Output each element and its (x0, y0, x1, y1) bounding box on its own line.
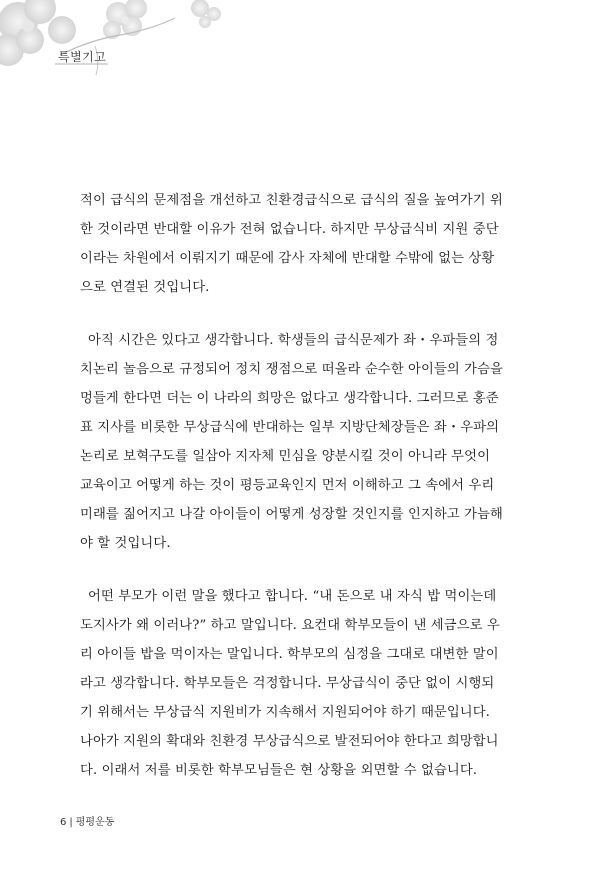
footer-separator: | (69, 817, 73, 828)
page-number: 6 (60, 817, 67, 828)
text-line: 라고 생각합니다. 학부모들은 걱정합니다. 무상급식이 중단 없이 시행되 (80, 676, 495, 691)
text-line: 나아가 지원의 확대와 친환경 무상급식으로 발전되어야 한다고 희망합니 (80, 734, 499, 749)
flower-decoration (0, 0, 230, 110)
text-line: 도지사가 왜 이러나?” 하고 말입니다. 요컨대 학부모들이 낸 세금으로 우 (80, 618, 500, 633)
text-line: 어떤 부모가 이런 말을 했다고 합니다. “내 돈으로 내 자식 밥 먹이는데 (88, 589, 497, 604)
text-line: 리 아이들 밥을 먹이자는 말입니다. 학부모의 심정을 그대로 대변한 말이 (80, 647, 499, 662)
section-tag: 특별기고 (58, 50, 107, 64)
text-line: 한 것이라면 반대할 이유가 전혀 없습니다. 하지만 무상급식비 지원 중단 (80, 222, 499, 237)
text-line: 으로 연결된 것입니다. (80, 280, 210, 295)
text-line: 기 위해서는 무상급식 지원비가 지속해서 지원되어야 하기 때문입니다. (80, 705, 491, 720)
text-line: 치논리 놀음으로 규정되어 정치 쟁점으로 떠올라 순수한 아이들의 가슴을 (80, 362, 503, 377)
article-body (80, 186, 540, 785)
text-line: 논리로 보혁구도를 일삼아 지자체 민심을 양분시킬 것이 아니라 무엇이 (80, 449, 491, 464)
text-line: 이라는 차원에서 이뤄지기 때문에 감사 자체에 반대할 수밖에 없는 상황 (80, 251, 495, 266)
text-line: 아직 시간은 있다고 생각합니다. 학생들의 급식문제가 좌・우파들의 정 (88, 333, 499, 348)
paragraph (80, 326, 540, 558)
text-line: 표 지사를 비롯한 무상급식에 반대하는 일부 지방단체장들은 좌・우파의 (80, 420, 500, 435)
publication-name: 평평운동 (75, 817, 115, 828)
text-line: 멍들게 한다면 더는 이 나라의 희망은 없다고 생각합니다. 그러므로 홍준 (80, 391, 499, 406)
paragraph (80, 582, 540, 785)
text-line: 다. 이래서 저를 비롯한 학부모님들은 현 상황을 외면할 수 없습니다. (80, 763, 478, 778)
paragraph (80, 186, 540, 302)
page-footer (60, 813, 114, 828)
text-line: 미래를 짊어지고 나갈 아이들이 어떻게 성장할 것인지를 인지하고 가늠해 (80, 507, 503, 522)
text-line: 야 할 것입니다. (80, 536, 171, 551)
text-line: 적이 급식의 문제점을 개선하고 친환경급식으로 급식의 질을 높여가기 위 (80, 193, 503, 208)
text-line: 교육이고 어떻게 하는 것이 평등교육인지 먼저 이해하고 그 속에서 우리 (80, 478, 495, 493)
